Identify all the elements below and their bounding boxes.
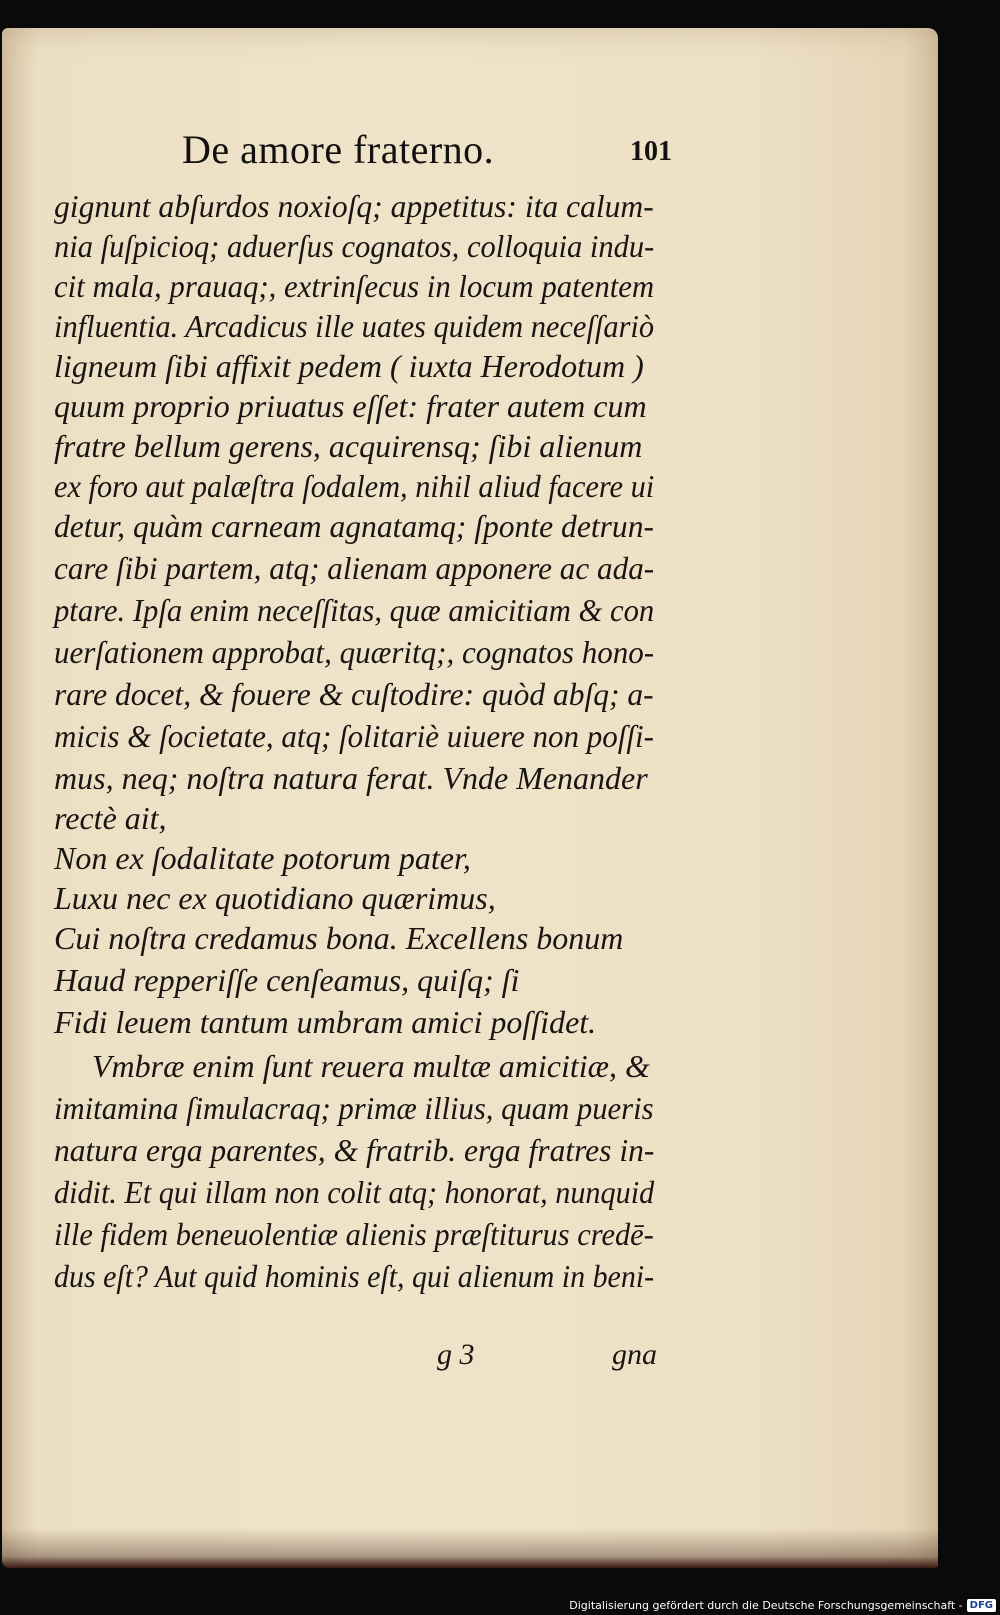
running-title: De amore fraterno.: [182, 127, 495, 172]
text-line: influentia. Arcadicus ille uates quidem neceſſariò: [54, 308, 655, 344]
signature-mark: g 3: [437, 1338, 475, 1371]
text-line: uerſationem approbat, quæritq;, cognatos hono-: [54, 634, 655, 670]
verse-line: Cui noſtra credamus bona. Excellens bonum: [54, 920, 624, 956]
text-line: imitamina ſimulacraq; primæ illius, quam pueris: [54, 1090, 654, 1126]
text-line: ex foro aut palæſtra ſodalem, nihil aliud facere ui: [54, 468, 655, 504]
verse-line: Non ex ſodalitate potorum pater,: [54, 840, 471, 876]
text-line: ille fidem beneuolentiæ alienis præſtiturus credē-: [54, 1216, 654, 1252]
verse-line: Haud repperiſſe cenſeamus, quiſq; ſi: [54, 962, 520, 998]
paragraph-start-line: Vmbræ enim ſunt reuera multæ amicitiæ, &: [92, 1048, 650, 1084]
text-line: rectè ait,: [54, 800, 167, 836]
text-line: gignunt abſurdos noxioſq; appetitus: ita calum-: [54, 188, 654, 224]
text-line: rare docet, & fouere & cuſtodire: quòd abſq; a-: [54, 676, 654, 712]
text-line: natura erga parentes, & fratrib. erga fratres in-: [54, 1132, 655, 1168]
page-foot: [432, 1338, 672, 1378]
text-line: didit. Et qui illam non colit atq; honorat, nunquid: [54, 1174, 655, 1210]
verse-line: Fidi leuem tantum umbram amici poſſidet.: [54, 1004, 597, 1040]
text-line: ligneum ſibi affixit pedem ( iuxta Herodotum ): [54, 348, 644, 384]
text-line: dus eſt? Aut quid hominis eſt, qui alienum in beni-: [54, 1258, 655, 1294]
text-line: fratre bellum gerens, acquirensq; ſibi alienum: [54, 428, 643, 464]
digitization-credit: [569, 1599, 996, 1612]
text-line: micis & ſocietate, atq; ſolitariè uiuere non poſſi-: [54, 718, 654, 754]
verse-line: Luxu nec ex quotidiano quærimus,: [54, 880, 496, 916]
credit-text: Digitalisierung gefördert durch die Deutsche Forschungsgemeinschaft -: [569, 1599, 963, 1612]
text-line: quum proprio priuatus eſſet: frater autem cum: [54, 388, 647, 424]
text-line: detur, quàm carneam agnatamq; ſponte detrun-: [54, 508, 655, 544]
book-page: [2, 28, 938, 1568]
dfg-logo-icon: DFG: [967, 1599, 996, 1612]
folio-number: 101: [630, 136, 672, 167]
page-header: [182, 126, 682, 196]
text-line: care ſibi partem, atq; alienam apponere ac ada-: [54, 550, 655, 586]
text-line: cit mala, prauaq;, extrinſecus in locum patentem: [54, 268, 655, 304]
text-line: ptare. Ipſa enim neceſſitas, quæ amicitiam & con: [54, 592, 655, 628]
text-line: nia ſuſpicioq; aduerſus cognatos, colloquia indu-: [54, 228, 655, 264]
text-line: mus, neq; noſtra natura ferat. Vnde Menander: [54, 760, 648, 796]
catchword: gna: [612, 1338, 657, 1371]
